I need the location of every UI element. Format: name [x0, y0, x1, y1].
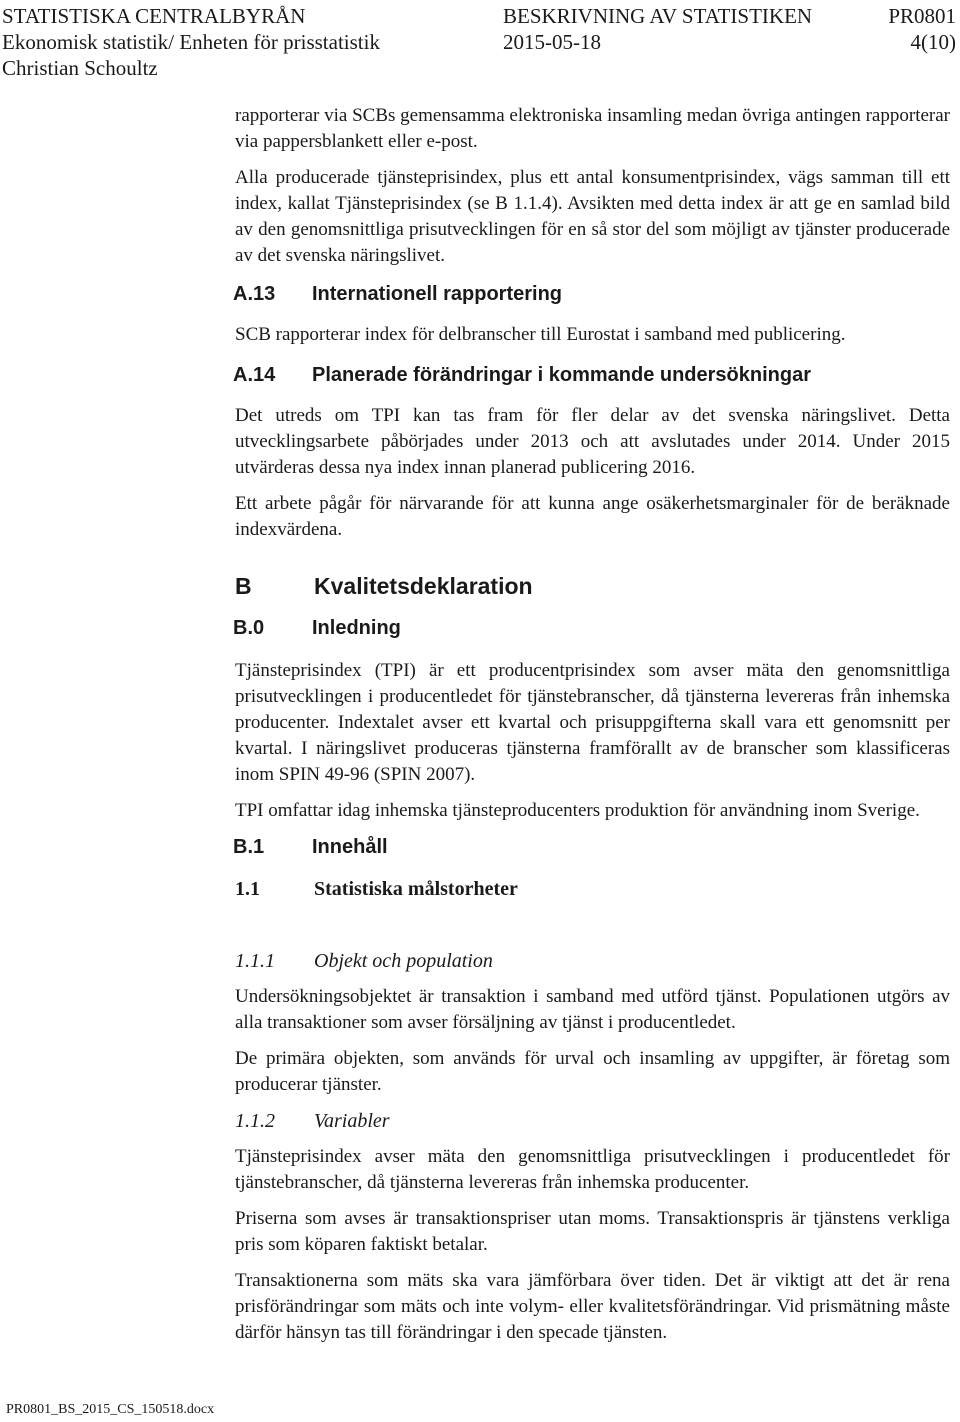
- paragraph: Alla producerade tjänsteprisindex, plus ett antal konsumentprisindex, vägs samman till ett index, kallat Tjänsteprisindex (se B 1.1.4). Avsikten med detta index är att ge en samlad bild av den genomsnittliga prisutvecklingen för en så stor del som möjligt av tjänster producerade av det svenska näringslivet.: [235, 167, 950, 266]
- section-heading-a14: [233, 362, 950, 388]
- section-title: Innehåll: [312, 836, 388, 858]
- subsection-number: 1.1.1: [235, 950, 275, 972]
- subsection-title: Variabler: [314, 1110, 390, 1132]
- chapter-number: B: [235, 573, 252, 599]
- paragraph: Undersökningsobjektet är transaktion i samband med utförd tjänst. Populationen utgörs av alla transaktioner som avser försäljning av tjänst i producentledet.: [235, 986, 950, 1033]
- section-number: B.1: [233, 836, 265, 858]
- paragraph: Tjänsteprisindex (TPI) är ett producentprisindex som avser mäta den genomsnittliga prisutvecklingen i producentledet för tjänstebranscher, då tjänsterna levereras från inhemska producenter. Indextalet avser ett kvartal och prisuppgifterna skall vara ett genomsnitt per kvartal. I näringslivet produceras tjänsterna framförallt av de branscher som klassificeras inom SPIN 49-96 (SPIN 2007).: [235, 660, 950, 785]
- header-unit: Ekonomisk statistik/ Enheten för prisstatistik: [2, 30, 380, 54]
- paragraph: Tjänsteprisindex avser mäta den genomsnittliga prisutvecklingen i producentledet för tjänstebranscher, då tjänsterna levereras från inhemska producenter.: [235, 1146, 950, 1193]
- chapter-heading-b: [235, 571, 950, 601]
- header-date: 2015-05-18: [503, 30, 601, 54]
- footer-filename: PR0801_BS_2015_CS_150518.docx: [6, 1402, 215, 1417]
- section-title: Internationell rapportering: [312, 283, 563, 305]
- chapter-title: Kvalitetsdeklaration: [314, 573, 533, 599]
- paragraph: Ett arbete pågår för närvarande för att kunna ange osäkerhetsmarginaler för de beräknade indexvärdena.: [235, 493, 950, 540]
- section-title: Planerade förändringar i kommande undersökningar: [312, 364, 812, 386]
- section-number: A.14: [233, 364, 276, 386]
- subsection-title: Objekt och population: [314, 950, 493, 972]
- subsection-heading-1-1: [235, 876, 950, 902]
- section-heading-b0: [233, 615, 950, 641]
- paragraph: De primära objekten, som används för urval och insamling av uppgifter, är företag som producerar tjänster.: [235, 1048, 950, 1095]
- paragraph: Priserna som avses är transaktionspriser utan moms. Transaktionspris är tjänstens verkliga pris som köparen faktiskt betalar.: [235, 1208, 950, 1255]
- paragraph: Transaktionerna som mäts ska vara jämförbara över tiden. Det är viktigt att det är rena prisförändringar som mäts och inte volym- eller kvalitetsförändringar. Vid prismätning måste därför hänsyn tas till förändringar i den specade tjänsten.: [235, 1270, 950, 1343]
- header-org: STATISTISKA CENTRALBYRÅN: [2, 4, 306, 28]
- header-doc-title: BESKRIVNING AV STATISTIKEN: [503, 4, 813, 28]
- header-doc-code: PR0801: [888, 4, 956, 28]
- header-page-number: 4(10): [910, 30, 956, 54]
- section-number: A.13: [233, 283, 276, 305]
- paragraph: TPI omfattar idag inhemska tjänsteproducenters produktion för användning inom Sverige.: [235, 800, 920, 821]
- subsection-number: 1.1: [235, 878, 260, 900]
- document-body: [235, 103, 950, 1346]
- section-heading-a13: [233, 281, 950, 307]
- subsection-number: 1.1.2: [235, 1110, 275, 1132]
- section-title: Inledning: [312, 617, 401, 639]
- section-heading-b1: [233, 834, 950, 860]
- subsection-heading-1-1-1: [235, 948, 950, 974]
- subsection-heading-1-1-2: [235, 1108, 950, 1134]
- paragraph: SCB rapporterar index för delbranscher till Eurostat i samband med publicering.: [235, 324, 846, 345]
- paragraph: rapporterar via SCBs gemensamma elektroniska insamling medan övriga antingen rapporterar via pappersblankett eller e-post.: [235, 105, 950, 152]
- paragraph: Det utreds om TPI kan tas fram för fler delar av det svenska näringslivet. Detta utvecklingsarbete påbörjades under 2013 och att avslutades under 2014. Under 2015 utvärderas dessa nya index innan planerad publicering 2016.: [235, 405, 950, 478]
- section-number: B.0: [233, 617, 265, 639]
- subsection-title: Statistiska målstorheter: [314, 878, 518, 900]
- header-author: Christian Schoultz: [2, 56, 158, 80]
